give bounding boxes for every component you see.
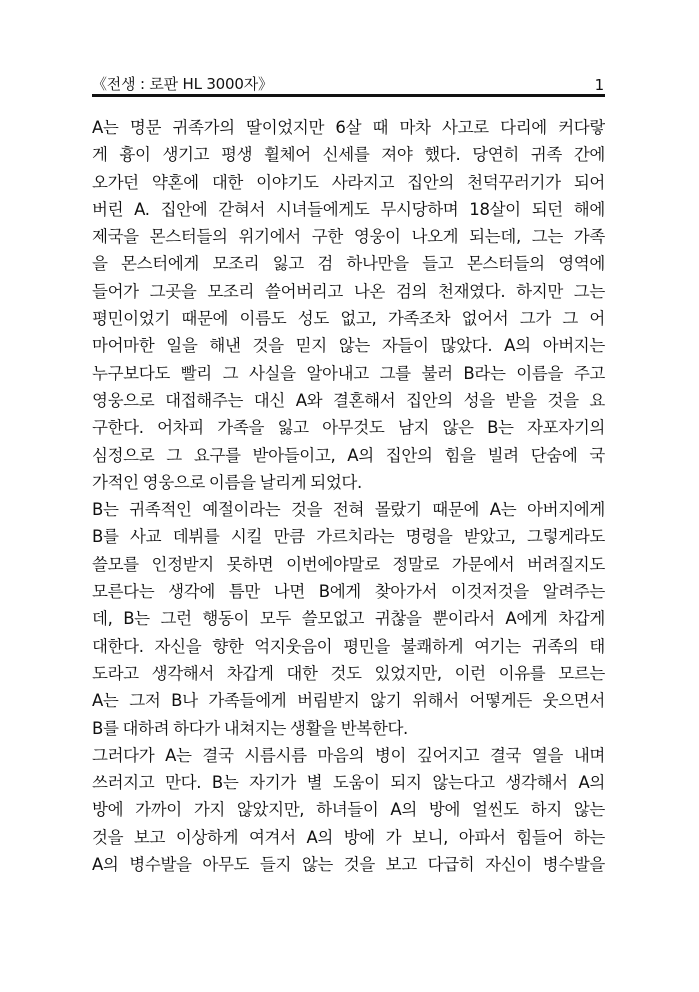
text-line: 쓸모를 인정받지 못하면 이번에야말로 정말로 가문에서 버려질지도 bbox=[92, 554, 605, 574]
text-line: 구한다. 어차피 가족을 잃고 아무것도 남지 않은 B는 자포자기의 bbox=[92, 418, 605, 438]
text-line: 것을 보고 이상하게 여겨서 A의 방에 가 보니, 아파서 힘들어 하는 bbox=[92, 827, 605, 847]
text-line: 게 흉이 생기고 평생 휠체어 신세를 져야 했다. 당연히 귀족 간에 bbox=[92, 145, 605, 165]
text-line: 대한다. 자신을 향한 억지웃음이 평민을 불쾌하게 여기는 귀족의 태 bbox=[92, 636, 605, 656]
text-line: B를 대하려 하다가 내쳐지는 생활을 반복한다. bbox=[92, 718, 408, 738]
text-line: 쓰러지고 만다. B는 자기가 별 도움이 되지 않는다고 생각해서 A의 bbox=[92, 773, 605, 793]
text-line: 가적인 영웅으로 이름을 날리게 되었다. bbox=[92, 472, 362, 492]
text-line: A의 병수발을 아무도 들지 않는 것을 보고 다급히 자신이 병수발을 bbox=[92, 855, 605, 875]
text-line: A는 그저 B나 가족들에게 버림받지 않기 위해서 어떻게든 웃으면서 bbox=[92, 691, 605, 711]
text-line: 방에 가까이 가지 않았지만, 하녀들이 A의 방에 얼씬도 하지 않는 bbox=[92, 800, 605, 820]
text-line: 누구보다도 빨리 그 사실을 알아내고 그를 불러 B라는 이름을 주고 bbox=[92, 363, 605, 383]
text-line: B를 사교 데뷔를 시킬 만큼 가르치라는 명령을 받았고, 그렇게라도 bbox=[92, 527, 605, 547]
text-line: 들어가 그곳을 모조리 쓸어버리고 나온 검의 천재였다. 하지만 그는 bbox=[92, 281, 605, 301]
text-line: 제국을 몬스터들의 위기에서 구한 영웅이 나오게 되는데, 그는 가족 bbox=[92, 227, 605, 247]
text-line: 버린 A. 집안에 갇혀서 시녀들에게도 무시당하며 18살이 되던 해에 bbox=[92, 199, 605, 219]
text-line: 도라고 생각해서 차갑게 대한 것도 있었지만, 이런 이유를 모르는 bbox=[92, 663, 605, 683]
text-line: 평민이었기 때문에 이름도 성도 없고, 가족조차 없어서 그가 그 어 bbox=[92, 309, 605, 329]
text-line: 오가던 약혼에 대한 이야기도 사라지고 집안의 천덕꾸러기가 되어 bbox=[92, 172, 605, 192]
header-rule bbox=[92, 94, 605, 97]
text-line: A는 명문 귀족가의 딸이었지만 6살 때 마차 사고로 다리에 커다랗 bbox=[92, 118, 605, 137]
text-line: 영웅으로 대접해주는 대신 A와 결혼해서 집안의 성을 받을 것을 요 bbox=[92, 390, 605, 410]
text-line: 데, B는 그런 행동이 모두 쓸모없고 귀찮을 뿐이라서 A에게 차갑게 bbox=[92, 609, 605, 629]
text-line: 심정으로 그 요구를 받아들이고, A의 집안의 힘을 빌려 단숨에 국 bbox=[92, 445, 605, 465]
text-line: 모른다는 생각에 틈만 나면 B에게 찾아가서 이것저것을 알려주는 bbox=[92, 582, 605, 602]
header-title: 《전생 : 로판 HL 3000자》 bbox=[92, 75, 273, 93]
text-line: 을 몬스터에게 모조리 잃고 검 하나만을 들고 몬스터들의 영역에 bbox=[92, 254, 605, 274]
page-header bbox=[92, 70, 604, 94]
text-line: 그러다가 A는 결국 시름시름 마음의 병이 깊어지고 결국 열을 내며 bbox=[92, 745, 605, 765]
text-line: 마어마한 일을 해낸 것을 믿지 않는 자들이 많았다. A의 아버지는 bbox=[92, 336, 605, 356]
text-line: B는 귀족적인 예절이라는 것을 전혀 몰랐기 때문에 A는 아버지에게 bbox=[92, 500, 605, 520]
page-number: 1 bbox=[594, 76, 604, 94]
body-text bbox=[92, 114, 605, 878]
